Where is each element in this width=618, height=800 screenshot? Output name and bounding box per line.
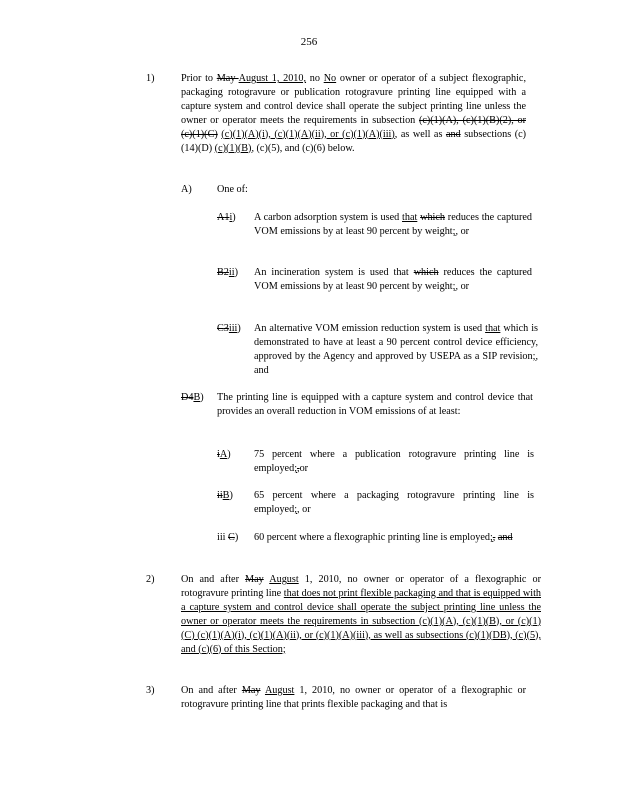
- item-label: A1i): [217, 212, 236, 223]
- item-label: iii C): [217, 532, 239, 543]
- item-text: On and after May August 1, 2010, no owner or operator of a flexographic or rotogravure printing line that prints flexible packaging and that is: [181, 685, 526, 710]
- item-label: 3): [146, 685, 155, 696]
- item-label: 1): [146, 73, 155, 84]
- item-text: The printing line is equipped with a capture system and control device that provides an overall reduction in VOM emissions of at least:: [217, 392, 533, 417]
- item-label: iA): [217, 449, 231, 460]
- item-text: A carbon adsorption system is used that which reduces the captured VOM emissions by at least 90 percent by weight;, or: [254, 212, 533, 237]
- item-label: 2): [146, 574, 155, 585]
- item-text: An alternative VOM emission reduction system is used that which is demonstrated to have at least a 90 percent control device efficiency, approved by the Agency and approved by USEPA as a SIP revision;, and: [254, 323, 538, 376]
- item-text: Prior to May August 1, 2010, no No owner or operator of a subject flexographic, packaging rotogravure or publication rotogravure printing line equipped with a capture system and control device shall operate the subject printing line unless the owner or operator meets the requirements in subsection (c)(1)(A), (c)(1)(B)(2), or (c)(1)(C) (c)(1)(A)(i), (c)(1)(A)(ii), or (c)(1)(A)(iii), as well as and subsections (c)(14)(D) (c)(1)(B), (c)(5), and (c)(6) below.: [181, 73, 527, 154]
- item-text: An incineration system is used that which reduces the captured VOM emissions by at least 90 percent by weight;, or: [254, 267, 533, 292]
- item-label: D4B): [181, 392, 204, 403]
- item-label: B2ii): [217, 267, 238, 278]
- page-number: 256: [300, 36, 318, 48]
- item-label: C3iii): [217, 323, 241, 334]
- item-text: 65 percent where a packaging rotogravure printing line is employed;, or: [254, 490, 534, 515]
- item-text: 60 percent where a flexographic printing line is employed;, and: [254, 532, 513, 543]
- item-text: On and after May August 1, 2010, no owner or operator of a flexographic or rotogravure printing line that does not print flexible packaging and that is equipped with a capture system and control device shall operate the subject printing line unless the owner or operator meets the requirements in subsection (c)(1)(A), (c)(1)(B), or (c)(1)(C) (c)(1)(A)(i), (c)(1)(A)(ii), or (c)(1)(A)(iii), as well as subsections (c)(1)(DB), (c)(5), and (c)(6) of this Section;: [181, 574, 542, 655]
- item-label: A): [181, 184, 192, 195]
- item-text: 75 percent where a publication rotogravure printing line is employed;,or: [254, 449, 534, 474]
- item-text: One of:: [217, 184, 248, 195]
- item-label: iiB): [217, 490, 233, 501]
